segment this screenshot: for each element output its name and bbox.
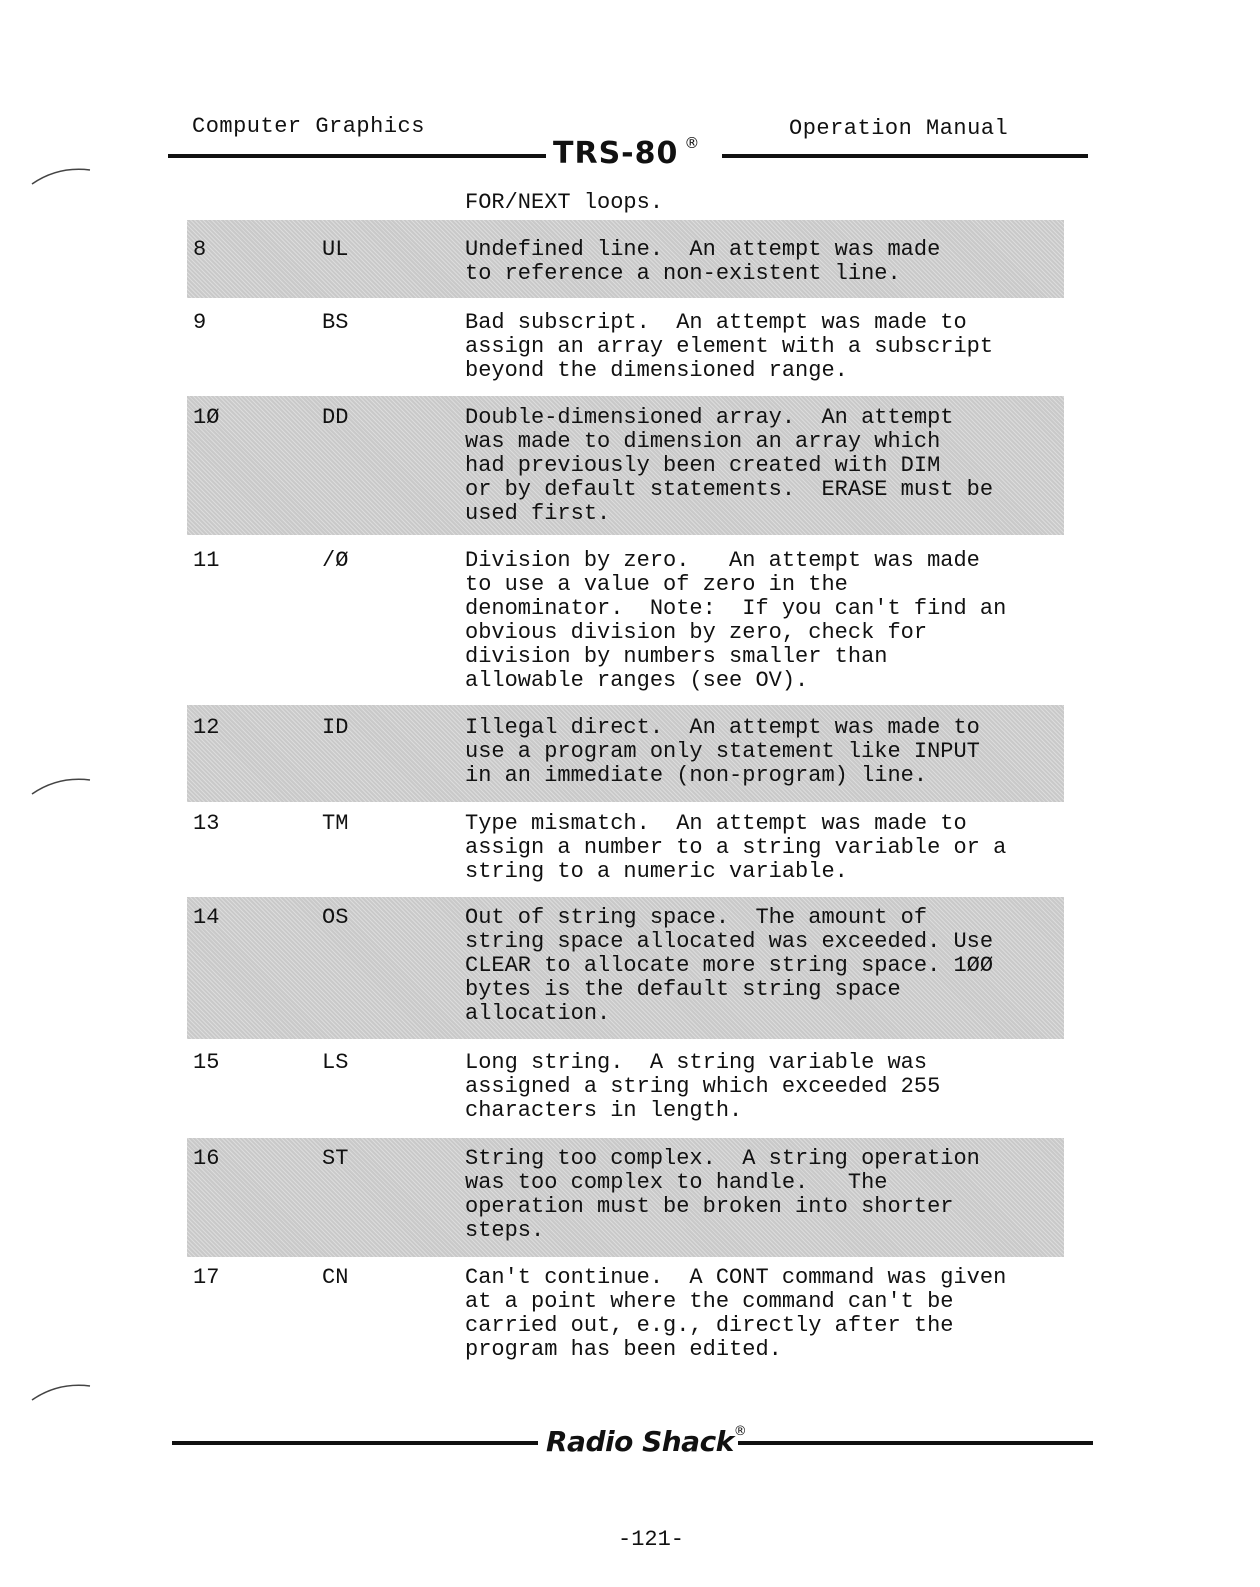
error-number: 9 bbox=[193, 310, 207, 335]
error-number: 15 bbox=[193, 1050, 220, 1075]
error-description: Division by zero. An attempt was made to use a value of zero in the denominator. Note: If you can't find an obvious division by zero, check for division by numbers smaller than allowable ranges (see OV). bbox=[465, 548, 1007, 693]
error-row bbox=[187, 298, 1064, 396]
header-right-title: Operation Manual bbox=[789, 116, 1009, 141]
error-code: LS bbox=[322, 1050, 349, 1075]
header-rule-left bbox=[168, 154, 546, 158]
error-row bbox=[187, 705, 1064, 802]
error-number: 1Ø bbox=[193, 405, 220, 430]
error-code: /Ø bbox=[322, 548, 349, 573]
error-code: ST bbox=[322, 1146, 349, 1171]
error-row bbox=[187, 1257, 1064, 1367]
error-code: ID bbox=[322, 715, 349, 740]
error-number: 12 bbox=[193, 715, 220, 740]
registered-mark: ® bbox=[733, 1423, 747, 1439]
error-description: Double-dimensioned array. An attempt was made to dimension an array which had previously been created with DIM or by default statements. ERASE must be used first. bbox=[465, 405, 994, 526]
footer-rule-right bbox=[738, 1441, 1093, 1445]
trs80-logo-text: TRS-80 bbox=[553, 136, 679, 171]
error-number: 17 bbox=[193, 1265, 220, 1290]
error-code: CN bbox=[322, 1265, 349, 1290]
error-code: TM bbox=[322, 811, 349, 836]
error-code: DD bbox=[322, 405, 349, 430]
trs80-logo bbox=[553, 136, 700, 171]
error-code: BS bbox=[322, 310, 349, 335]
error-number: 14 bbox=[193, 905, 220, 930]
error-row bbox=[187, 897, 1064, 1039]
error-description: Undefined line. An attempt was made to reference a non-existent line. bbox=[465, 237, 941, 286]
error-description: Bad subscript. An attempt was made to assign an array element with a subscript beyond the dimensioned range. bbox=[465, 310, 994, 383]
error-description: String too complex. A string operation was too complex to handle. The operation must be broken into shorter steps. bbox=[465, 1146, 980, 1243]
error-description: Long string. A string variable was assigned a string which exceeded 255 characters in length. bbox=[465, 1050, 941, 1123]
error-row bbox=[187, 396, 1064, 535]
page-number: -121- bbox=[618, 1527, 685, 1552]
radio-shack-logo-text: Radio Shack bbox=[546, 1425, 734, 1458]
margin-mark bbox=[30, 160, 92, 190]
continuation-text: FOR/NEXT loops. bbox=[465, 190, 664, 215]
error-description: Can't continue. A CONT command was given at a point where the command can't be carried out, e.g., directly after the program has been edited. bbox=[465, 1265, 1007, 1362]
header-left-title: Computer Graphics bbox=[192, 114, 425, 139]
margin-mark bbox=[30, 1376, 92, 1406]
header-rule-right bbox=[722, 154, 1088, 158]
error-number: 16 bbox=[193, 1146, 220, 1171]
error-description: Type mismatch. An attempt was made to assign a number to a string variable or a string to a numeric variable. bbox=[465, 811, 1007, 884]
error-number: 11 bbox=[193, 548, 220, 573]
error-row bbox=[187, 1039, 1064, 1138]
error-code: UL bbox=[322, 237, 349, 262]
error-row bbox=[187, 535, 1064, 705]
margin-mark bbox=[30, 770, 92, 800]
error-row bbox=[187, 1138, 1064, 1257]
registered-mark: ® bbox=[684, 134, 701, 152]
error-description: Out of string space. The amount of string space allocated was exceeded. Use CLEAR to allocate more string space. 1ØØ bytes is the default string space allocation. bbox=[465, 905, 994, 1026]
error-row bbox=[187, 802, 1064, 897]
radio-shack-logo bbox=[546, 1425, 746, 1458]
error-number: 13 bbox=[193, 811, 220, 836]
footer-rule-left bbox=[172, 1441, 538, 1445]
error-number: 8 bbox=[193, 237, 207, 262]
error-row bbox=[187, 220, 1064, 298]
error-code: OS bbox=[322, 905, 349, 930]
error-description: Illegal direct. An attempt was made to use a program only statement like INPUT in an immediate (non-program) line. bbox=[465, 715, 980, 788]
